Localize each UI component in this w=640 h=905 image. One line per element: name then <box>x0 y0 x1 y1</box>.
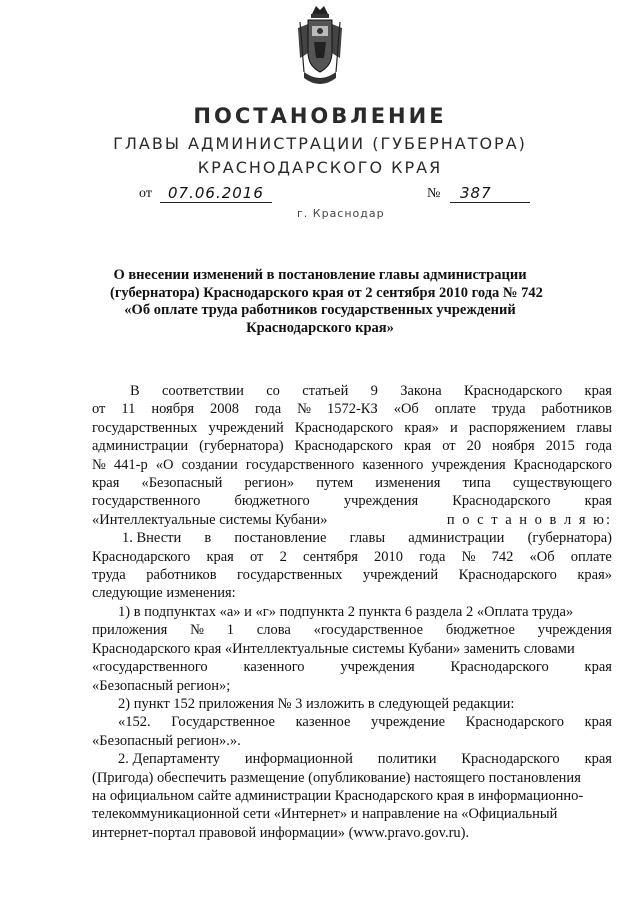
body-word: телекоммуникационной сети «Интернет» и направление на «Официальный <box>92 806 558 823</box>
body-word: главы <box>576 419 612 436</box>
body-word: 2010 <box>374 548 404 565</box>
body-word: казенное <box>295 714 351 731</box>
body-word: учреждение <box>371 714 446 731</box>
body-word: «Безопасный <box>141 475 223 492</box>
body-line <box>92 400 612 418</box>
body-word: № <box>190 622 204 639</box>
body-line <box>92 603 612 621</box>
body-line <box>92 732 612 750</box>
body-line <box>92 382 612 400</box>
body-line <box>92 511 612 529</box>
body-word: 2008 <box>209 401 239 418</box>
body-word: 1 <box>226 622 235 639</box>
body-word: «Безопасный регион»; <box>92 677 231 694</box>
body-word: (губернатора) <box>199 438 284 455</box>
body-word: 20 <box>466 438 482 455</box>
body-word: 2) пункт 152 приложения № 3 изложить в следующей редакции: <box>118 695 515 712</box>
body-word: (Пригода) обеспечить размещение (опубликование) настоящего постановления <box>92 769 581 786</box>
body-word: «государственное <box>313 622 424 639</box>
body-word: политики <box>377 751 437 768</box>
body-line <box>92 474 612 492</box>
title-line: Краснодарского края» <box>246 319 394 336</box>
date-label: от <box>139 186 152 201</box>
body-word: № <box>461 548 476 565</box>
body-word: края <box>584 714 612 731</box>
body-line <box>92 584 612 602</box>
body-line <box>92 548 612 566</box>
body-word: края» <box>577 567 612 584</box>
body-word: Краснодарского <box>452 493 551 510</box>
body-word: бюджетное <box>445 622 515 639</box>
body-word: Краснодарского края «Интеллектуальные системы Кубани» заменить словами <box>92 640 575 657</box>
body-word: статьей <box>302 383 349 399</box>
body-word: труда <box>491 401 526 418</box>
body-word: «Об <box>529 548 555 565</box>
body-word: Закона <box>400 383 442 399</box>
body-word: учреждений <box>208 419 284 436</box>
body-line <box>92 769 612 787</box>
body-word: интернет-портал правовой информации» (www.pravo.gov.ru). <box>92 824 470 841</box>
body-word: слова <box>256 622 291 639</box>
issuer-heading: ГЛАВЫ АДМИНИСТРАЦИИ (ГУБЕРНАТОРА) <box>113 134 527 153</box>
body-word: администрации <box>92 438 189 455</box>
body-word: Краснодарского <box>513 456 612 473</box>
body-word: учреждения <box>340 659 415 676</box>
body-word: от <box>250 548 264 565</box>
body-word: края <box>92 475 120 492</box>
title-line: О внесении изменений в постановление главы администрации <box>113 267 527 283</box>
body-word: работников <box>541 401 612 418</box>
body-word: в <box>204 530 212 547</box>
body-word: следующие изменения: <box>92 585 236 602</box>
body-word: Краснодарского <box>294 419 394 436</box>
body-line <box>92 677 612 695</box>
body-word: «Интеллектуальные системы Кубани» <box>92 511 328 528</box>
body-word: бюджетного <box>234 493 310 510</box>
body-word: 9 <box>370 383 378 399</box>
body-word: ноября <box>492 438 535 455</box>
body-word: на официальном сайте администрации Краснодарского края в информационно- <box>92 787 584 804</box>
body-word: учреждения <box>343 493 419 510</box>
body-word: распоряжением <box>468 419 566 436</box>
body-word: оплате <box>434 401 476 418</box>
body-line <box>92 805 612 823</box>
body-word: края» <box>404 419 439 436</box>
body-word: края <box>584 751 612 768</box>
body-word: Краснодарского <box>461 751 560 768</box>
body-word: работников <box>146 567 217 584</box>
body-word: года <box>419 548 446 565</box>
body-word: края <box>584 493 612 510</box>
body-line <box>92 529 612 547</box>
body-word: главы <box>349 530 386 547</box>
body-line <box>92 750 612 768</box>
body-word: создании <box>181 456 238 473</box>
body-word: постановление <box>234 530 327 547</box>
body-word: края <box>584 659 612 676</box>
body-line <box>92 695 612 713</box>
body-word: Краснодарского <box>463 383 563 399</box>
body-word: Краснодарского <box>458 567 557 584</box>
body-word: 2 <box>279 548 287 565</box>
body-word: ноября <box>151 401 195 418</box>
body-word: «государственного <box>92 659 208 676</box>
body-word: края <box>403 438 432 455</box>
number-value: 387 <box>460 184 492 202</box>
body-word: Краснодарского <box>450 659 549 676</box>
krasnodar-coat-of-arms-icon <box>294 2 346 92</box>
body-word: Краснодарского <box>465 714 564 731</box>
body-word: сентября <box>302 548 358 565</box>
body-word: «Безопасный регион».». <box>92 732 241 749</box>
body-word: 742 <box>491 548 514 565</box>
body-word: Краснодарского <box>294 438 393 455</box>
body-word: Государственное <box>171 714 275 731</box>
city-label: г. Краснодар <box>297 207 385 220</box>
body-line <box>92 640 612 658</box>
body-word: Краснодарского <box>92 548 191 565</box>
document-body <box>92 382 612 842</box>
body-line <box>92 621 612 639</box>
body-word: (губернатора) <box>527 530 612 547</box>
body-word: изменения <box>375 475 441 492</box>
body-word: государственного <box>245 456 355 473</box>
date-value: 07.06.2016 <box>168 184 264 202</box>
body-line <box>92 787 612 805</box>
body-word: государственных <box>92 419 198 436</box>
body-word: соответствии <box>161 383 244 399</box>
body-word: от <box>92 401 106 418</box>
body-word: п о с т а н о в л я ю: <box>446 511 612 528</box>
body-word: «152. <box>118 714 151 731</box>
body-word: № <box>92 456 106 473</box>
body-word: типа <box>462 475 491 492</box>
body-word: 2015 <box>545 438 575 455</box>
region-heading: КРАСНОДАРСКОГО КРАЯ <box>197 158 443 177</box>
body-word: учреждения <box>537 622 612 639</box>
body-word: 1572-КЗ <box>326 401 378 418</box>
body-word: 2. Департаменту <box>118 751 220 768</box>
document-type-heading: ПОСТАНОВЛЕНИЕ <box>193 104 447 128</box>
number-underline <box>450 202 530 203</box>
body-word: года <box>254 401 282 418</box>
body-word: и <box>450 419 458 436</box>
body-word: путем <box>316 475 354 492</box>
body-word: казенного <box>362 456 424 473</box>
body-word: «Об <box>393 401 419 418</box>
body-word: регион» <box>244 475 295 492</box>
body-word: государственного <box>92 493 201 510</box>
body-word: информационной <box>244 751 353 768</box>
body-line <box>92 492 612 510</box>
number-label: № <box>427 186 441 201</box>
body-word: государственных <box>237 567 343 584</box>
body-word: 1. Внести <box>122 530 182 547</box>
body-word: администрации <box>408 530 505 547</box>
body-word: труда <box>92 567 126 584</box>
body-line <box>92 419 612 437</box>
body-word: В <box>130 383 140 399</box>
body-word: существующего <box>512 475 612 492</box>
body-word: 441-р <box>113 456 148 473</box>
body-line <box>92 713 612 731</box>
body-word: края <box>584 383 612 399</box>
body-word: со <box>266 383 280 399</box>
body-word: учреждений <box>362 567 439 584</box>
body-word: края <box>206 548 234 565</box>
body-word: оплате <box>570 548 612 565</box>
body-word: 11 <box>121 401 136 418</box>
body-word: года <box>585 438 612 455</box>
body-line <box>92 658 612 676</box>
body-word: приложения <box>92 622 168 639</box>
body-word: от <box>442 438 456 455</box>
document-title <box>110 267 543 337</box>
date-underline <box>160 202 272 203</box>
body-word: 1) в подпунктах «а» и «г» подпункта 2 пункта 6 раздела 2 «Оплата труда» <box>118 603 574 620</box>
body-word: № <box>297 401 311 418</box>
body-line <box>92 566 612 584</box>
title-line: (губернатора) Краснодарского края от 2 сентября 2010 года № 742 <box>110 284 543 301</box>
body-line <box>92 824 612 842</box>
body-word: учреждения <box>431 456 506 473</box>
body-word: казенного <box>243 659 305 676</box>
title-line: «Об оплате труда работников государственных учреждений <box>124 302 516 318</box>
body-word: «О <box>155 456 174 473</box>
body-line <box>92 437 612 455</box>
body-line <box>92 456 612 474</box>
